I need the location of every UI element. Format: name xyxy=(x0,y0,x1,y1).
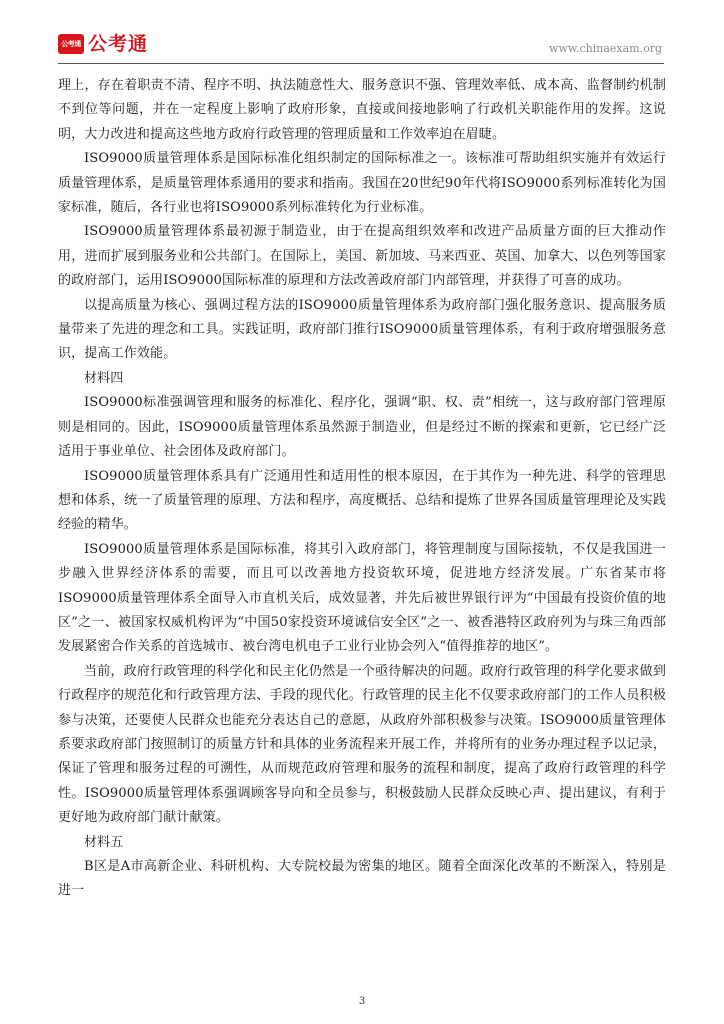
paragraph: ISO9000质量管理体系具有广泛通用性和适用性的根本原因，在于其作为一种先进、科学的管理思想和体系，统一了质量管理的原理、方法和程序，高度概括、总结和提炼了世界各国质量管理理论及实践经验的精华。 xyxy=(58,468,666,533)
paragraph: ISO9000标准强调管理和服务的标准化、程序化，强调“职、权、责”相统一，这与政府部门管理原则是相同的。因此，ISO9000质量管理体系虽然源于制造业，但是经过不断的探索和更新，它已经广泛适用于事业单位、社会团体及政府部门。 xyxy=(58,395,666,460)
logo-text: 公考通 xyxy=(88,33,149,55)
paragraph: ISO9000质量管理体系最初源于制造业，由于在提高组织效率和改进产品质量方面的巨大推动作用，进而扩展到服务业和公共部门。在国际上，美国、新加坡、马来西亚、英国、加拿大、以色列等国家的政府部门，运用ISO9000国际标准的原理和方法改善政府部门内部管理，并获得了可喜的成功。 xyxy=(58,224,666,289)
section-heading-material-5: 材料五 xyxy=(84,834,124,850)
paragraph: ISO9000质量管理体系是国际标准，将其引入政府部门，将管理制度与国际接轨，不仅是我国进一步融入世界经济体系的需要，而且可以改善地方投资软环境，促进地方经济发展。广东省某市将ISO9000质量管理体系全面导入市直机关后，成效显著，并先后被世界银行评为“中国最有投资价值的地区”之一、被国家权威机构评为“中国50家投资环境诚信安全区”之一、被香港特区政府列为与珠三角西部发展紧密合作关系的首选城市、被台湾电机电子工业行业协会列入“值得推荐的地区”。 xyxy=(58,541,666,655)
page-header xyxy=(58,30,664,60)
paragraph: 当前，政府行政管理的科学化和民主化仍然是一个亟待解决的问题。政府行政管理的科学化要求做到行政程序的规范化和行政管理方法、手段的现代化。行政管理的民主化不仅要求政府部门的工作人员积极参与决策，还要使人民群众也能充分表达自己的意愿，从政府外部积极参与决策。ISO9000质量管理体系要求政府部门按照制订的质量方针和具体的业务流程来开展工作，并将所有的业务办理过程予以记录，保证了管理和服务过程的可溯性，从而规范政府管理和服务的流程和制度，提高了政府行政管理的科学性。ISO9000质量管理体系强调顾客导向和全员参与，积极鼓励人民群众反映心声、提出建议，有利于更好地为政府部门献计献策。 xyxy=(58,663,666,826)
document-body xyxy=(58,74,666,904)
paragraph: B区是A市高新企业、科研机构、大专院校最为密集的地区。随着全面深化改革的不断深入，特别是进一 xyxy=(58,859,666,899)
paragraph: ISO9000质量管理体系是国际标准化组织制定的国际标准之一。该标准可帮助组织实施并有效运行质量管理体系，是质量管理体系通用的要求和指南。我国在20世纪90年代将ISO9000系列标准转化为国家标准，随后，各行业也将ISO9000系列标准转化为行业标准。 xyxy=(58,151,666,216)
section-heading-material-4: 材料四 xyxy=(84,370,124,386)
site-url: www.chinaexam.org xyxy=(549,42,662,55)
paragraph-continued: 理上，存在着职责不清、程序不明、执法随意性大、服务意识不强、管理效率低、成本高、监督制约机制不到位等问题，并在一定程度上影响了政府形象，直接或间接地影响了行政机关职能作用的发挥。这说明，大力改进和提高这些地方政府行政管理的管理质量和工作效率迫在眉睫。 xyxy=(58,78,666,142)
header-divider xyxy=(58,63,664,64)
page-number: 3 xyxy=(358,996,366,1007)
paragraph: 以提高质量为核心、强调过程方法的ISO9000质量管理体系为政府部门强化服务意识、提高服务质量带来了先进的理念和工具。实践证明，政府部门推行ISO9000质量管理体系，有利于政府增强服务意识，提高工作效能。 xyxy=(58,297,666,362)
logo-badge-icon: 公考通 xyxy=(58,34,84,54)
